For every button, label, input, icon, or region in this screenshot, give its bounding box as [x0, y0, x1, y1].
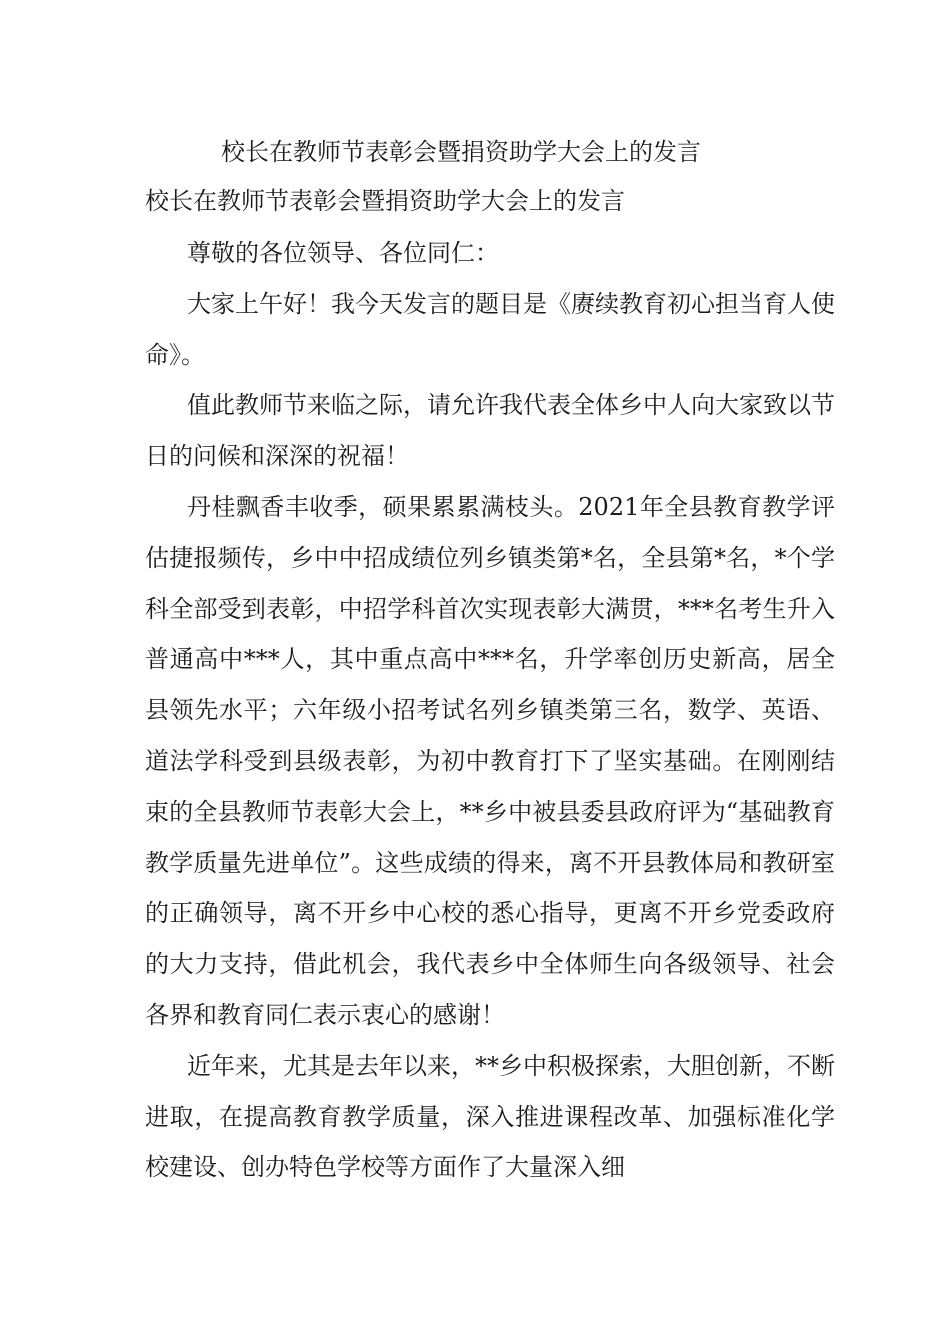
paragraph-greeting: 大家上午好！我今天发言的题目是《赓续教育初心担当育人使命》。	[145, 289, 835, 369]
paragraph-wishes: 值此教师节来临之际，请允许我代表全体乡中人向大家致以节日的问候和深深的祝福！	[145, 391, 835, 471]
paragraph-achievements: 丹桂飘香丰收季，硕果累累满枝头。2021年全县教育教学评估捷报频传，乡中中招成绩位列乡镇类第*名，全县第*名，*个学科全部受到表彰，中招学科首次实现表彰大满贯，***名考生升入普通高中***人，其中重点高中***名，升学率创历史新高，居全县领先水平；六年级小招考试名列乡镇类第三名，数学、英语、道法学科受到县级表彰，为初中教育打下了坚实基础。在刚刚结束的全县教师节表彰大会上，**乡中被县委县政府评为“基础教育教学质量先进单位”。这些成绩的得来，离不开县教体局和教研室的正确领导，离不开乡中心校的悉心指导，更离不开乡党委政府的大力支持，借此机会，我代表乡中全体师生向各级领导、社会各界和教育同仁表示衷心的感谢！	[145, 492, 835, 1029]
paragraph-salutation: 尊敬的各位领导、各位同仁：	[187, 239, 499, 267]
paragraph-recent-years: 近年来，尤其是去年以来，**乡中积极探索，大胆创新，不断进取，在提高教育教学质量，深入推进课程改革、加强标准化学校建设、创办特色学校等方面作了大量深入细	[145, 1051, 835, 1182]
document-title: 校长在教师节表彰会暨捐资助学大会上的发言	[221, 138, 701, 166]
document-body	[145, 228, 835, 1193]
document-subtitle: 校长在教师节表彰会暨捐资助学大会上的发言	[145, 187, 625, 215]
